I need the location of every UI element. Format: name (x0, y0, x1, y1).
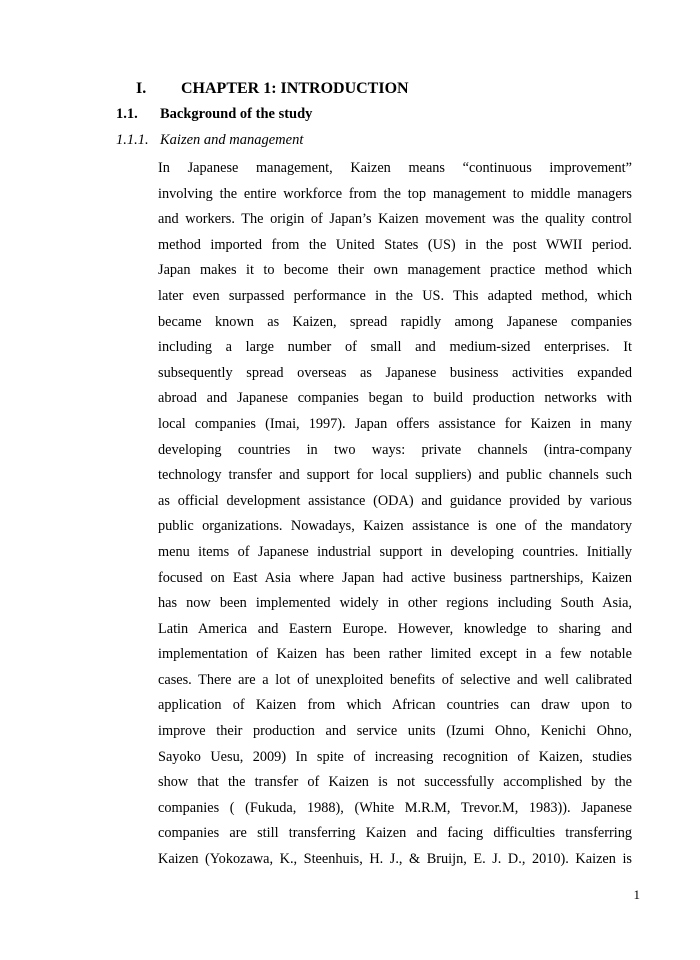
paragraph-line: Japan makes it to become their own management practice method which (158, 262, 632, 279)
paragraph-line: Kaizen (Yokozawa, K., Steenhuis, H. J., & Bruijn, E. J. D., 2010). Kaizen is (158, 851, 632, 868)
paragraph-line: improve their production and service units (Izumi Ohno, Kenichi Ohno, (158, 723, 632, 740)
paragraph-line: Sayoko Uesu, 2009) In spite of increasing recognition of Kaizen, studies (158, 748, 632, 765)
paragraph-line: local companies (Imai, 1997). Japan offers assistance for Kaizen in many (158, 415, 632, 432)
body-paragraph (158, 156, 632, 873)
paragraph-line: as official development assistance (ODA) and guidance provided by various (158, 492, 632, 509)
paragraph-line: In Japanese management, Kaizen means “continuous improvement” (158, 160, 632, 176)
page-number: 1 (633, 887, 640, 902)
paragraph-line: Latin America and Eastern Europe. However, knowledge to sharing and (158, 620, 632, 637)
subsection-number: 1.1.1. (116, 132, 149, 148)
paragraph-line: implementation of Kaizen has been rather limited except in a few notable (158, 646, 632, 663)
paragraph-line: developing countries in two ways: private channels (intra-company (158, 441, 632, 458)
chapter-title: CHAPTER 1: INTRODUCTION (181, 80, 409, 97)
paragraph-line: became known as Kaizen, spread rapidly among Japanese companies (158, 313, 632, 330)
paragraph-line: technology transfer and support for local suppliers) and public channels such (158, 467, 632, 484)
paragraph-line: show that the transfer of Kaizen is not successfully accomplished by the (158, 774, 632, 791)
chapter-heading (0, 80, 700, 102)
paragraph-line: method imported from the United States (US) in the post WWII period. (158, 236, 632, 253)
paragraph-line: has now been implemented widely in other regions including South Asia, (158, 595, 632, 612)
section-title: Background of the study (160, 106, 313, 122)
paragraph-line: application of Kaizen from which African countries can draw upon to (158, 697, 632, 714)
paragraph-line: subsequently spread overseas as Japanese business activities expanded (158, 364, 632, 381)
paragraph-line: including a large number of small and medium-sized enterprises. It (158, 339, 632, 356)
paragraph-line: involving the entire workforce from the top management to middle managers (158, 185, 632, 202)
subsection-title: Kaizen and management (160, 132, 304, 148)
paragraph-line: companies ( (Fukuda, 1988), (White M.R.M, Trevor.M, 1983)). Japanese (158, 799, 632, 816)
section-number: 1.1. (116, 106, 138, 122)
paragraph-line: cases. There are a lot of unexploited benefits of selective and well calibrated (158, 671, 632, 688)
chapter-number: I. (136, 80, 147, 97)
paragraph-line: later even surpassed performance in the US. This adapted method, which (158, 287, 632, 304)
paragraph-line: focused on East Asia where Japan had active business partnerships, Kaizen (158, 569, 632, 586)
subsection-heading (0, 132, 700, 152)
section-heading (0, 106, 700, 126)
paragraph-line: abroad and Japanese companies began to build production networks with (158, 390, 632, 407)
paragraph-line: menu items of Japanese industrial support in developing countries. Initially (158, 543, 632, 560)
paragraph-line: and workers. The origin of Japan’s Kaizen movement was the quality control (158, 211, 632, 228)
paragraph-line: companies are still transferring Kaizen and facing difficulties transferring (158, 825, 632, 842)
paragraph-line: public organizations. Nowadays, Kaizen assistance is one of the mandatory (158, 518, 632, 535)
